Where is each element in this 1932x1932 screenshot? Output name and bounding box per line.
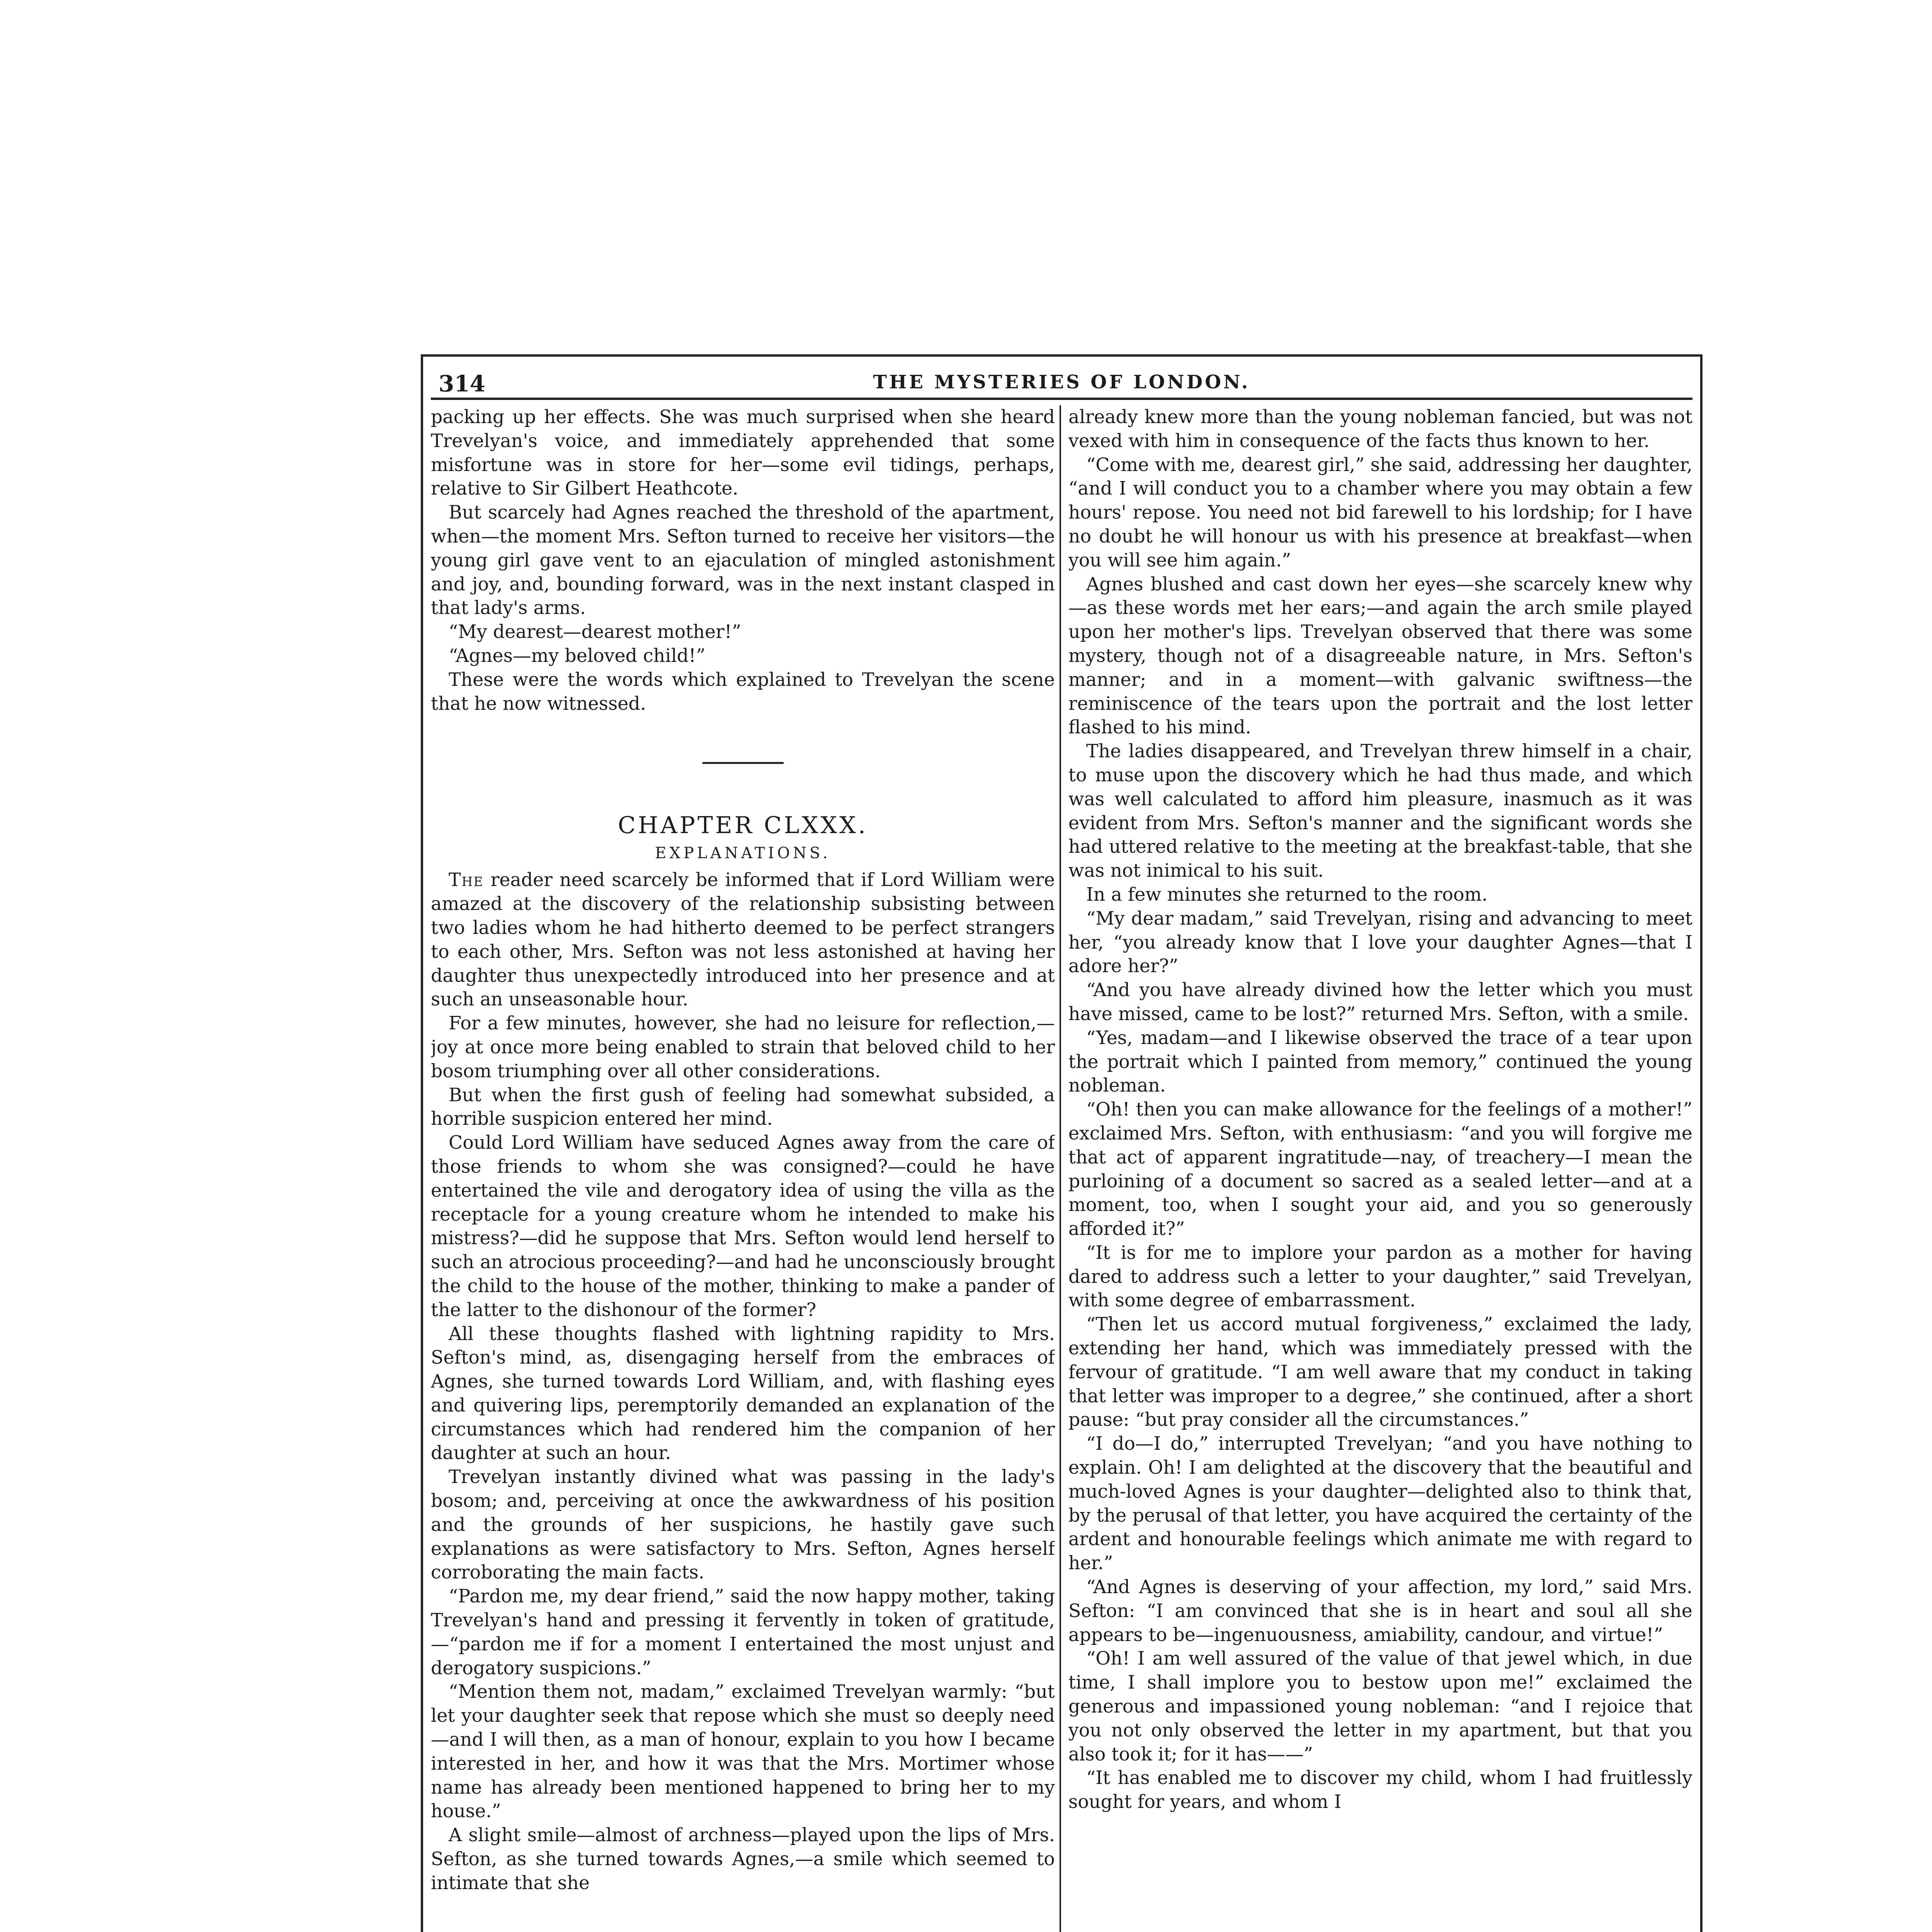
paragraph: But when the first gush of feeling had somewhat subsided, a horrible suspicion entered her mind. — [431, 1084, 1055, 1130]
paragraph: For a few minutes, however, she had no leisure for reflection,—joy at once more being enabled to strain that beloved child to her bosom triumphing over all other considerations. — [431, 1013, 1055, 1082]
chapter-opening-paragraph — [431, 868, 1055, 1012]
paragraph: “My dearest—dearest mother!” — [449, 621, 742, 643]
paragraph: “My dear madam,” said Trevelyan, rising and advancing to meet her, “you already know that I love your daughter Agnes—that I adore her?” — [1068, 908, 1692, 977]
paragraph: The ladies disappeared, and Trevelyan threw himself in a chair, to muse upon the discovery which he had thus made, and which was well calculated to afford him pleasure, inasmuch as it was evident from Mrs. Sefton's manner and the significant words she had uttered relative to the meeting at the breakfast-table, that she was not inimical to his suit. — [1068, 741, 1692, 882]
running-title: THE MYSTERIES OF LONDON. — [873, 371, 1250, 393]
text-columns — [431, 405, 1692, 1932]
paragraph: “I do—I do,” interrupted Trevelyan; “and you have nothing to explain. Oh! I am delighted at the discovery that the beautiful and much-loved Agnes is your daughter—delighted also to think that, by the perusal of that letter, you have acquired the certainty of the ardent and honourable feelings which animate me with regard to her.” — [1068, 1433, 1692, 1574]
paragraph: “Oh! then you can make allowance for the feelings of a mother!” exclaimed Mrs. Sefton, with enthusiasm: “and you will forgive me that act of apparent ingratitude—nay, of treachery—I mean the purloining of a document so sacred as a sealed letter—and at a moment, too, when I sought your aid, and you so generously afforded it?” — [1068, 1099, 1692, 1240]
right-column — [1068, 405, 1692, 1932]
chapter-title: CHAPTER CLXXX. — [618, 812, 868, 839]
paragraph: “Yes, madam—and I likewise observed the trace of a tear upon the portrait which I painted from memory,” continued the young nobleman. — [1068, 1027, 1692, 1097]
paragraph: “And Agnes is deserving of your affection, my lord,” said Mrs. Sefton: “I am convinced that she is in heart and soul all she appears to be—ingenuousness, amiability, candour, and virtue!” — [1068, 1577, 1692, 1646]
opening-text: reader need scarcely be informed that if Lord William were amazed at the discovery of the relationship subsisting between two ladies whom he had hitherto deemed to be perfect strangers to each other, Mrs. Sefton was not less astonished at having her daughter thus unexpectedly introduced into her presence and at such an unseasonable hour. — [431, 869, 1055, 1010]
paragraph: Trevelyan instantly divined what was passing in the lady's bosom; and, perceiving at once the awkwardness of his position and the grounds of her suspicions, he hastily gave such explanations as were satisfactory to Mrs. Sefton, Agnes herself corroborating the main facts. — [431, 1466, 1055, 1583]
paragraph: All these thoughts flashed with lightning rapidity to Mrs. Sefton's mind, as, disengaging herself from the embraces of Agnes, she turned towards Lord William, and, with flashing eyes and quivering lips, peremptorily demanded an explanation of the circumstances which had rendered him the companion of her daughter at such an hour. — [431, 1323, 1055, 1464]
paragraph: “Mention them not, madam,” exclaimed Trevelyan warmly: “but let your daughter seek that repose which she must so deeply need—and I will then, as a man of honour, explain to you how I became interested in her, and how it was that the Mrs. Mortimer whose name has already been mentioned happened to bring her to my house.” — [431, 1681, 1055, 1822]
paragraph: Could Lord William have seduced Agnes away from the care of those friends to whom she was consigned?—could he have entertained the vile and derogatory idea of using the villa as the receptacle for a young creature whom he intended to make his mistress?—did he suppose that Mrs. Sefton would lend herself to such an atrocious proceeding?—and had he unconsciously brought the child to the house of the mother, thinking to make a pander of the latter to the dishonour of the former? — [431, 1132, 1055, 1321]
paragraph: These were the words which explained to Trevelyan the scene that he now witnessed. — [431, 669, 1055, 714]
paragraph: “Agnes—my beloved child!” — [449, 645, 706, 667]
paragraph: “Then let us accord mutual forgiveness,” exclaimed the lady, extending her hand, which was immediately pressed with the fervour of gratitude. “I am well aware that my conduct in taking that letter was improper to a degree,” she continued, after a short pause: “but pray consider all the circumstances.” — [1068, 1314, 1692, 1431]
column-divider — [1060, 405, 1061, 1932]
paragraph: But scarcely had Agnes reached the threshold of the apartment, when—the moment Mrs. Sefton turned to receive her visitors—the young girl gave vent to an ejaculation of mingled astonishment and joy, and, bounding forward, was in the next instant clasped in that lady's arms. — [431, 502, 1055, 619]
page-header — [431, 367, 1692, 400]
newspaper-page — [421, 354, 1702, 1932]
chapter-subtitle: EXPLANATIONS. — [655, 844, 831, 862]
paragraph: “Pardon me, my dear friend,” said the now happy mother, taking Trevelyan's hand and pressing it fervently in token of gratitude,—“pardon me if for a moment I entertained the most unjust and derogatory suspicions.” — [431, 1586, 1055, 1679]
paragraph: packing up her effects. She was much surprised when she heard Trevelyan's voice, and immediately apprehended that some misfortune was in store for her—some evil tidings, perhaps, relative to Sir Gilbert Heathcote. — [431, 406, 1055, 500]
paragraph: In a few minutes she returned to the room. — [1086, 884, 1488, 905]
paragraph: already knew more than the young nobleman fancied, but was not vexed with him in consequence of the facts thus known to her. — [1068, 406, 1692, 452]
paragraph: “Come with me, dearest girl,” she said, addressing her daughter, “and I will conduct you to a chamber where you may obtain a few hours' repose. You need not bid farewell to his lordship; for I have no doubt he will honour us with his presence at breakfast—when you will see him again.” — [1068, 454, 1692, 571]
paragraph: “It is for me to implore your pardon as a mother for having dared to address such a letter to your daughter,” said Trevelyan, with some degree of embarrassment. — [1068, 1242, 1692, 1311]
opening-word: The — [449, 869, 484, 891]
left-column — [431, 405, 1055, 1932]
page-number: 314 — [439, 371, 486, 397]
paragraph: “It has enabled me to discover my child, whom I had fruitlessly sought for years, and whom I — [1068, 1767, 1692, 1813]
section-divider — [702, 762, 784, 764]
paragraph: A slight smile—almost of archness—played upon the lips of Mrs. Sefton, as she turned towards Agnes,—a smile which seemed to intimate that she — [431, 1825, 1055, 1894]
paragraph: “And you have already divined how the letter which you must have missed, came to be lost?” returned Mrs. Sefton, with a smile. — [1068, 980, 1692, 1025]
paragraph: “Oh! I am well assured of the value of that jewel which, in due time, I shall implore you to bestow upon me!” exclaimed the generous and impassioned young nobleman: “and I rejoice that you not only observed the letter in my apartment, but that you also took it; for it has——” — [1068, 1648, 1692, 1765]
paragraph: Agnes blushed and cast down her eyes—she scarcely knew why—as these words met her ears;—and again the arch smile played upon her mother's lips. Trevelyan observed that there was some mystery, though not of a disagreeable nature, in Mrs. Sefton's manner; and in a moment—with galvanic swiftness—the reminiscence of the tears upon the portrait and the lost letter flashed to his mind. — [1068, 573, 1692, 738]
